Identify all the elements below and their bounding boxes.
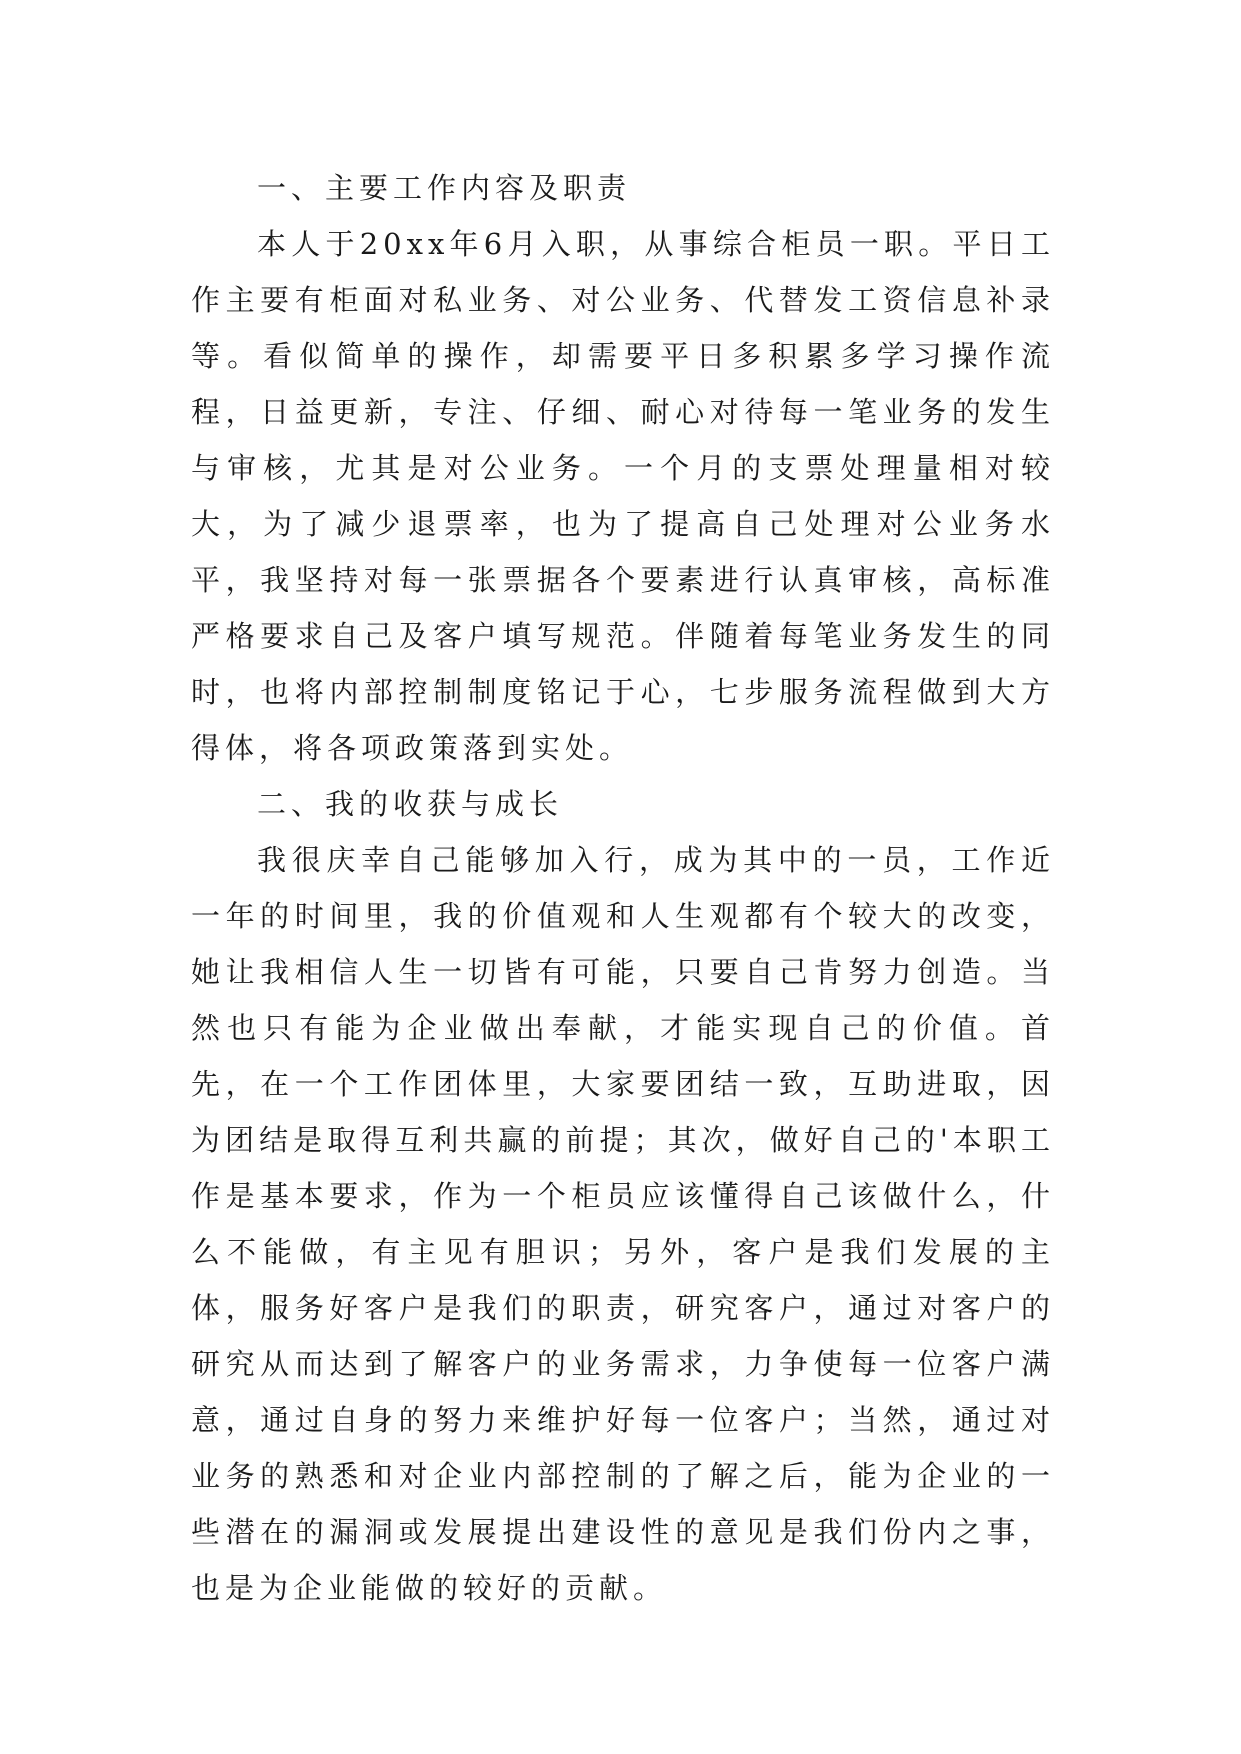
section-heading-duties: 一、主要工作内容及职责 <box>257 171 632 205</box>
document-body <box>191 160 1055 1616</box>
section-heading-growth: 二、我的收获与成长 <box>257 787 564 821</box>
paragraph-growth: 我很庆幸自己能够加入行，成为其中的一员，工作近一年的时间里，我的价值观和人生观都有个较大的改变，她让我相信人生一切皆有可能，只要自己肯努力创造。当然也只有能为企业做出奉献，才能实现自己的价值。首先，在一个工作团体里，大家要团结一致，互助进取，因为团结是取得互利共赢的前提；其次，做好自己的'本职工作是基本要求，作为一个柜员应该懂得自己该做什么，什么不能做，有主见有胆识；另外，客户是我们发展的主体，服务好客户是我们的职责，研究客户，通过对客户的研究从而达到了解客户的业务需求，力争使每一位客户满意，通过自身的努力来维护好每一位客户；当然，通过对业务的熟悉和对企业内部控制的了解之后，能为企业的一些潜在的漏洞或发展提出建设性的意见是我们份内之事，也是为企业能做的较好的贡献。 <box>191 843 1055 1605</box>
paragraph-duties: 本人于20xx年6月入职，从事综合柜员一职。平日工作主要有柜面对私业务、对公业务、代替发工资信息补录等。看似简单的操作，却需要平日多积累多学习操作流程，日益更新，专注、仔细、耐心对待每一笔业务的发生与审核，尤其是对公业务。一个月的支票处理量相对较大，为了减少退票率，也为了提高自己处理对公业务水平，我坚持对每一张票据各个要素进行认真审核，高标准严格要求自己及客户填写规范。伴随着每笔业务发生的同时，也将内部控制制度铭记于心，七步服务流程做到大方得体，将各项政策落到实处。 <box>191 227 1055 765</box>
